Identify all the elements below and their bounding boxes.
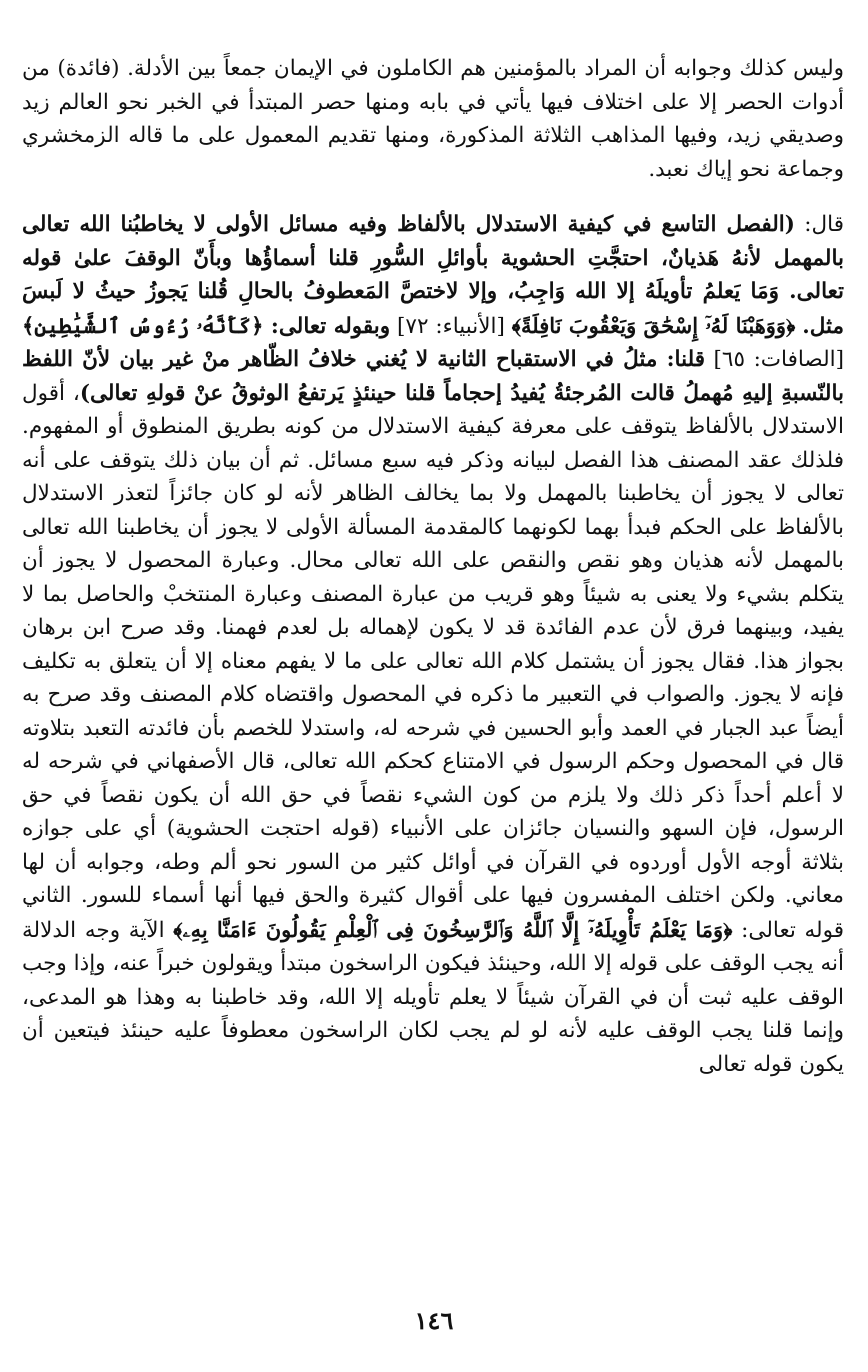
- matn-text-bold-2: وبقوله تعالى:: [263, 313, 391, 339]
- verse-reference-anbiya: [الأنبياء: ٧٢]: [390, 313, 512, 339]
- matn-text-bold: (الفصل التاسع في كيفية الاستدلال بالألفاظ وفيه مسائل الأولى لا يخاطبُنا الله تعالى بالمهمل لأنهُ هَذيانٌ، احتجَّتِ الحشوية بأوائلِ السُّورِ قلنا أسماؤُها وبأَنّ الوقفَ علىٰ قوله تعالى. وَمَا يَعلمُ تأويلَهُ إلا الله وَاجِبُ، وإلا لاختصَّ المَعطوفُ بالحالِ قُلنا يَجوزُ حيثُ لا لَبسَ مثل.: [22, 212, 844, 339]
- quran-verse-al-imran: ﴿وَمَا يَعْلَمُ تَأْوِيلَهُۥٓ إِلَّا ٱللَّهُ وَٱلرَّٰسِخُونَ فِى ٱلْعِلْمِ يَقُولُونَ ءَامَنَّا بِهِۦ﴾: [173, 916, 733, 942]
- quran-verse-anbiya: ﴿وَوَهَبْنَا لَهُۥٓ إِسْحَٰقَ وَيَعْقُوبَ نَافِلَةً﴾: [511, 312, 796, 338]
- paragraph-text: وليس كذلك وجوابه أن المراد بالمؤمنين هم الكاملون في الإيمان جمعاً بين الأدلة. (فائدة) من أدوات الحصر إلا على اختلاف فيها يأتي في بابه ومنها حصر المبتدأ في الخبر نحو العالم زيد وصديقي زيد، وفيها المذاهب الثلاثة المذكورة، ومنها تقديم المعمول على ما قاله الزمخشري وجماعة نحو إياك نعبد.: [22, 56, 844, 182]
- page-body: [22, 52, 844, 1081]
- matn-text-bold-3: قلنا: مثلُ في الاستقباح الثانية لا يُغني خلافُ الظّاهر منْ غير بيان لأنّ اللفظ بالنّسبةِ إليهِ مُهملُ قالت المُرجئةُ يُفيدُ إحجاماً قلنا حينئذٍ يَرتفعُ الوثوقُ عنْ قولهِ تعالى): [22, 347, 844, 406]
- verse-reference-saffat: [الصافات: ٦٥]: [704, 347, 844, 372]
- said-label: قال:: [794, 212, 845, 237]
- commentary-text-end: الآية وجه الدلالة أنه يجب الوقف على قوله إلا الله، وحينئذ فيكون الراسخون مبتدأ ويقولون خبراً عنه، وإذا وجب الوقف عليه ثبت أن في القرآن شيئاً لا يعلم تأويله إلا الله، وقد خاطبنا به وهذا هو المدعى، وإنما قلنا يجب الوقف عليه لأنه لو لم يجب لكان الراسخون معطوفاً عليه حينئذ فيتعين أن يكون قوله تعالى: [22, 917, 844, 1077]
- page-number: ١٤٦: [414, 1306, 454, 1335]
- paragraph-chapter-nine: [22, 208, 844, 1081]
- paragraph-intro-benefit: [22, 52, 844, 186]
- paragraph-gap: [22, 186, 844, 208]
- quran-verse-saffat: ﴿كَأَنَّهُۥ رُءُوسُ ٱلشَّيَٰطِينِ﴾: [22, 312, 264, 338]
- commentary-text: ، أقول الاستدلال بالألفاظ يتوقف على معرفة كيفية الاستدلال من كونه بطريق المنطوق أو المفهوم. فلذلك عقد المصنف هذا الفصل لبيانه وذكر فيه سبع مسائل. ثم أن بيان ذلك يتوقف على أنه تعالى لا يجوز أن يخاطبنا بالمهمل ولا بما يخالف الظاهر لأنه لو كان جائزاً لتعذر الاستدلال بالألفاظ على الحكم فبدأ بهما لكونهما كالمقدمة المسألة الأولى لا يجوز أن يخاطبنا الله تعالى بالمهمل لأنه هذيان وهو نقص والنقص على الله تعالى محال. وعبارة المحصول لا يجوز أن يتكلم بشيء ولا يعنى به شيئاً وهو قريب من عبارة المصنف وعبارة المنتخبْ والحاصل بما لا يفيد، وبينهما فرق لأن عدم الفائدة قد لا يكون لإهماله بل لعدم فهمنا. وقد صرح ابن برهان بجواز هذا. فقال يجوز أن يشتمل كلام الله تعالى على ما لا يفهم معناه إلا أن يتعلق به تكليف فإنه لا يجوز. والصواب في التعبير ما ذكره في المحصول واقتضاه كلام المصنف وقد صرح به أيضاً عبد الجبار في العمد وأبو الحسين في شرحه له، واستدلا للخصم بأن فائدته التعبد بتلاوته قال في المحصول وحكم الرسول في الامتناع كحكم الله تعالى، قال الأصفهاني في شرحه له لا أعلم أحداً ذكر ذلك ولا يلزم من كون الشيء نقصاً في حق الله أن يكون نقصاً في حق الرسول، فإن السهو والنسيان جائزان على الأنبياء (قوله احتجت الحشوية) أي على جوازه بثلاثة أوجه الأول أوردوه في القرآن في أوائل كثير من السور نحو ألم وطه، وجوابه أن لها معاني. ولكن اختلف المفسرون فيها على أقوال كثيرة والحق فيها أنها أسماء للسور. الثاني قوله تعالى:: [22, 380, 844, 943]
